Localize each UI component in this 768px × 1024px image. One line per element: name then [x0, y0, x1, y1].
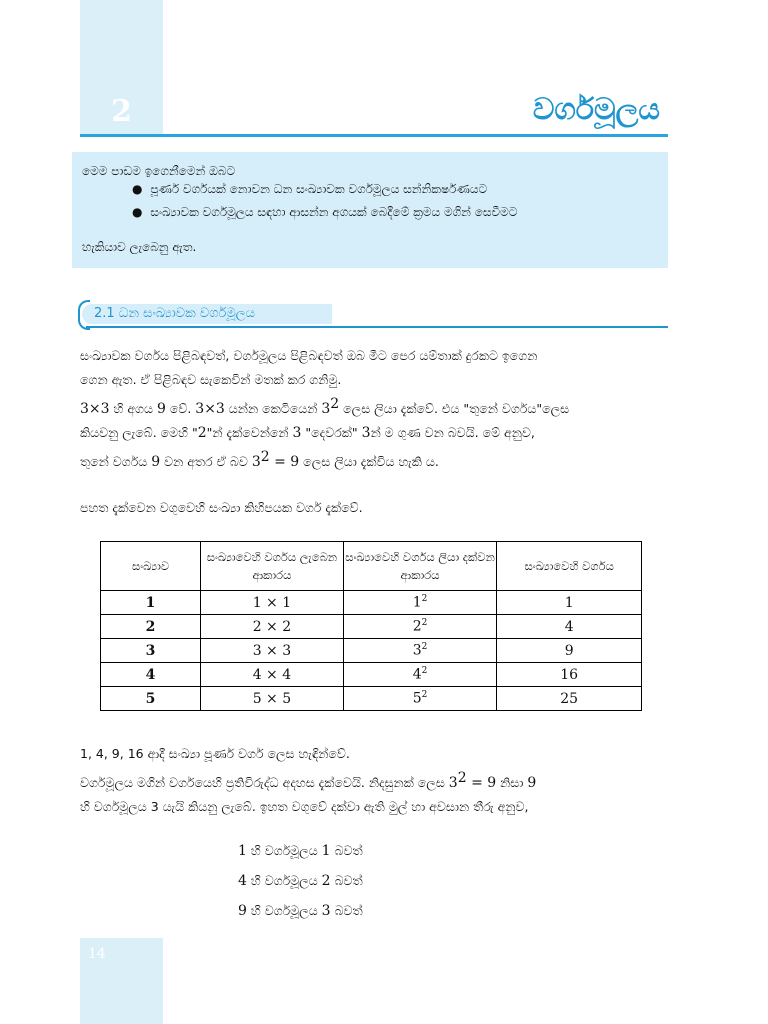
notation-base: 4: [412, 666, 422, 683]
math-text: 3: [321, 401, 331, 418]
chapter-number-box: [80, 0, 163, 134]
notation-cell: [343, 663, 497, 687]
paragraph-square-roots: [80, 742, 672, 819]
paragraph-line: ගෙන ඇත. ඒ පිළිබඳව සැකෙවින් මතක් කර ගනිමු.: [80, 372, 342, 387]
product-cell: 5 × 5: [201, 687, 344, 711]
objectives-list: [132, 182, 517, 228]
result-text: බවත්: [330, 843, 363, 858]
math-text: 2: [197, 425, 207, 442]
number-cell: 1: [101, 591, 201, 615]
product-cell: 1 × 1: [201, 591, 344, 615]
math-text: 1: [238, 843, 247, 859]
math-text: 3: [361, 425, 371, 442]
paragraph-text: යන්න කෙටියෙන්: [224, 401, 322, 417]
notation-cell: [343, 591, 497, 615]
exponent: 2: [421, 690, 428, 701]
exponent: 2: [421, 594, 428, 605]
table-row: [101, 639, 642, 663]
table-row: [101, 663, 642, 687]
squares-table: [100, 541, 642, 711]
result-text: බවත්: [330, 903, 363, 918]
result-line: [238, 866, 363, 896]
square-cell: 1: [497, 591, 642, 615]
table-caption: පහත දැක්වෙන වගුවෙහි සංඛ්‍යා කිහිපයක වර්ග දැක්වේ.: [80, 500, 363, 515]
paragraph-intro: [80, 344, 672, 474]
chapter-title: වර්ගමූලය: [532, 92, 660, 127]
paragraph-line: සංඛ්‍යාවක වර්ගය පිළිබඳවත්, වර්ගමූලය පිළිබඳවත් ඔබ මීට පෙර යම්තාක් දුරකට ඉගෙන: [80, 348, 538, 363]
paragraph-line: [80, 766, 672, 795]
table-row: [101, 591, 642, 615]
paragraph-text: ලෙස ලියා දැක්වේ. එය "තුනේ වර්ගය"ලෙස: [339, 401, 570, 417]
chapter-number: 2: [111, 94, 132, 129]
product-cell: 4 × 4: [201, 663, 344, 687]
number-cell: 4: [101, 663, 201, 687]
exponent: 2: [421, 642, 428, 653]
notation-cell: [343, 687, 497, 711]
paragraph-line: [80, 392, 672, 421]
result-text: හි වර්ගමූලය: [246, 873, 322, 888]
math-text: = 9: [269, 454, 300, 471]
product-cell: 2 × 2: [201, 615, 344, 639]
math-text: 9: [238, 903, 247, 919]
product-cell: 3 × 3: [201, 639, 344, 663]
math-text: 9: [527, 775, 537, 792]
number-cell: 5: [101, 687, 201, 711]
math-text: 4: [238, 873, 247, 889]
paragraph-text: කියවනු ලැබේ. මෙහි ": [80, 425, 198, 441]
paragraph-line: [80, 421, 672, 445]
objective-item: [132, 182, 517, 197]
paragraph-text: ලෙස ලියා දැක්විය හැකි ය.: [299, 454, 439, 470]
math-text: 9: [151, 454, 161, 471]
paragraph-line: හි වර්ගමූලය 3 යැයි කියනු ලැබේ. ඉහත වගුවේ දක්වා ඇති මුල් හා අවසාන තීරු අනුව,: [80, 799, 529, 815]
square-cell: 16: [497, 663, 642, 687]
result-text: හි වර්ගමූලය: [246, 843, 322, 858]
exponent: 2: [421, 666, 428, 677]
math-text: 9: [156, 401, 166, 418]
notation-base: 3: [412, 642, 422, 659]
column-header: සංඛ්‍යාවෙහි වර්ගය: [497, 542, 642, 591]
bullet-icon: ●: [132, 205, 143, 219]
page-number: 14: [88, 946, 106, 962]
result-line: [238, 836, 363, 866]
result-text: බවත්: [330, 873, 363, 888]
table-row: [101, 687, 642, 711]
math-text: 3: [251, 454, 261, 471]
table-row: [101, 615, 642, 639]
math-text: 1: [321, 843, 331, 859]
math-text: 3: [321, 903, 331, 919]
paragraph-line: 1, 4, 9, 16 ආදී සංඛ්‍යා පූර්ණ වර්ග ලෙස හැඳින්වේ.: [80, 746, 350, 761]
paragraph-line: [80, 445, 672, 474]
objective-item: [132, 205, 517, 220]
column-header: සංඛ්‍යාවෙහි වර්ගය ලැබෙන ආකාරය: [201, 542, 344, 591]
result-text: හි වර්ගමූලය: [246, 903, 322, 918]
paragraph-text: තුනේ වර්ගය: [80, 454, 152, 470]
paragraph-text: වේ.: [165, 401, 196, 417]
objectives-closing: හැකියාව ලැබෙනු ඇත.: [82, 240, 197, 254]
bullet-icon: ●: [132, 182, 143, 196]
exponent: 2: [330, 396, 340, 412]
paragraph-text: හි අගය: [109, 401, 157, 417]
notation-base: 2: [412, 618, 422, 635]
square-cell: 25: [497, 687, 642, 711]
exponent: 2: [457, 770, 467, 786]
number-cell: 2: [101, 615, 201, 639]
number-cell: 3: [101, 639, 201, 663]
exponent: 2: [260, 449, 270, 466]
notation-cell: [343, 639, 497, 663]
math-text: 3: [448, 775, 458, 792]
exponent: 2: [421, 618, 428, 629]
table-header-row: [101, 542, 642, 591]
section-heading-rule: [86, 326, 668, 328]
column-header: සංඛ්‍යාවෙහි වර්ගය ලියා දක්වන ආකාරය: [343, 542, 497, 591]
chapter-divider: [80, 134, 668, 137]
notation-cell: [343, 615, 497, 639]
column-header: සංඛ්‍යාව: [101, 542, 201, 591]
paragraph-text: නිසා: [496, 775, 528, 791]
math-text: = 9: [466, 775, 497, 792]
paragraph-text: වර්ගමූලය මගින් වර්ගයෙහි ප්‍රතිවිරුද්ධ අදහස දැක්වෙයි. නිදසුනක් ලෙස: [80, 775, 449, 791]
learning-objectives-box: [72, 152, 668, 268]
section-heading: [78, 300, 668, 328]
square-cell: 9: [497, 639, 642, 663]
math-text: 3: [292, 425, 302, 442]
objective-text: සංඛ්‍යාවක වර්ගමූලය සඳහා ආසන්න අගයක් බෙදීමේ ක්‍රමය මගින් සෙවීමට: [150, 205, 518, 219]
notation-base: 5: [412, 690, 422, 707]
square-cell: 4: [497, 615, 642, 639]
paragraph-text: වන අතර ඒ බව: [160, 454, 252, 470]
math-text: 2: [321, 873, 331, 889]
objective-text: පූර්ණ වර්ගයක් නොවන ධන සංඛ්‍යාවක වර්ගමූලය සන්නිකර්ෂණයට: [150, 182, 488, 196]
paragraph-text: න් ම ගුණ වන බවයි. මේ අනුව,: [370, 425, 535, 441]
paragraph-text: "න් දැක්වෙන්නේ: [206, 425, 293, 441]
result-line: [238, 896, 363, 926]
objectives-intro: මෙම පාඩම ඉගෙනීමෙන් ඔබට: [82, 164, 236, 178]
math-text: 3×3: [195, 401, 225, 418]
square-root-results: [238, 836, 363, 926]
notation-base: 1: [412, 594, 422, 611]
paragraph-text: "දෙවරක්": [301, 425, 362, 441]
section-title: 2.1 ධන සංඛ්‍යාවක වර්ගමූලය: [94, 306, 255, 321]
page-number-tab: [80, 938, 163, 1024]
math-text: 3×3: [80, 401, 110, 418]
